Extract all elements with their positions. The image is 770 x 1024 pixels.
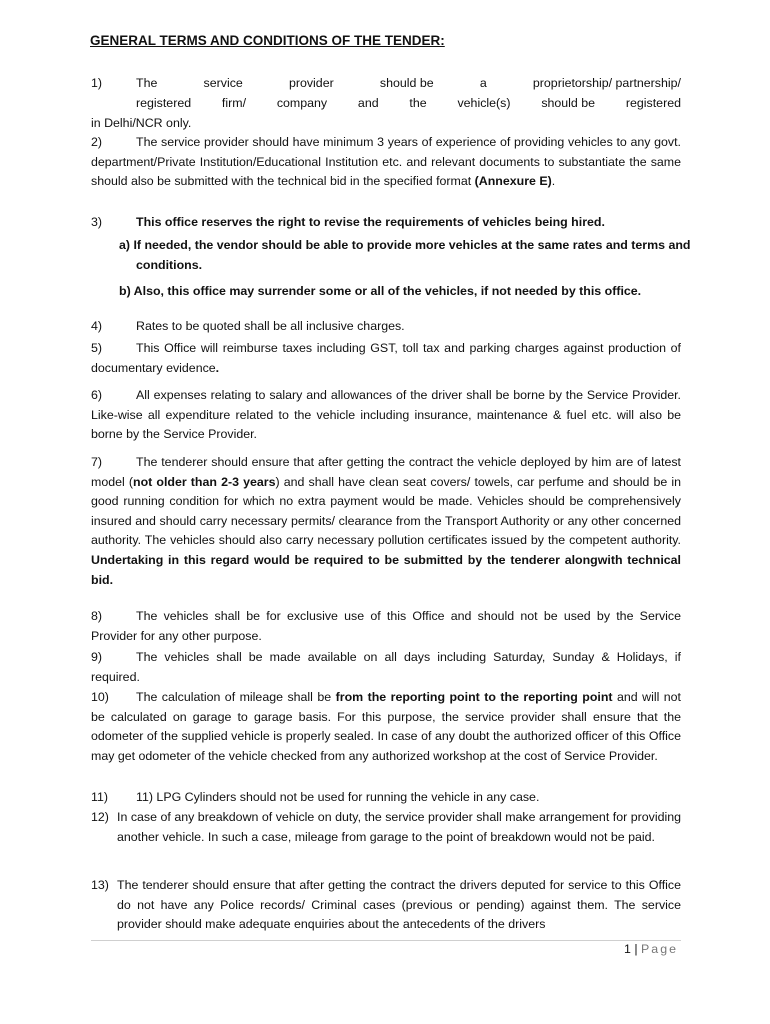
page-title: GENERAL TERMS AND CONDITIONS OF THE TENDER: (90, 33, 445, 48)
clause-1-w1: The (136, 76, 158, 90)
clause-2-end: . (551, 174, 556, 189)
clause-1-w4: should be (379, 76, 434, 90)
clause-7-number: 7) (91, 455, 103, 469)
clause-1-w13: should be (541, 96, 596, 110)
clause-10-bold: from the reporting point to the reporting point (335, 690, 613, 704)
clause-4-text: Rates to be quoted shall be all inclusive charges. (136, 319, 405, 333)
clause-1-w6: proprietorship/ partnership/ (532, 76, 681, 90)
clause-5-number: 5) (91, 341, 103, 355)
clause-1-w5: a (479, 76, 487, 90)
clause-5-text: This Office will reimburse taxes including GST, toll tax and parking charges against production of documentary evidence (91, 341, 681, 375)
clause-11-text: 11) LPG Cylinders should not be used for running the vehicle in any case. (136, 790, 540, 804)
clause-7-bold-2: Undertaking in this regard would be required to be submitted by the tenderer alongwith technical bid. (91, 552, 681, 587)
clause-1-w2: service (203, 76, 243, 90)
clause-7-bold-1: not older than 2-3 years (133, 474, 276, 489)
clause-7 (91, 453, 681, 590)
clause-1-w12: vehicle(s) (457, 96, 511, 110)
clause-12 (91, 808, 681, 847)
clause-1-w9: company (276, 96, 328, 110)
page-footer (624, 942, 678, 956)
clause-1-number: 1) (91, 76, 103, 90)
page-number: 1 (624, 942, 631, 956)
clause-3-text: This office reserves the right to revise the requirements of vehicles being hired. (136, 215, 605, 229)
page-label: Page (641, 942, 678, 956)
clause-9 (91, 648, 681, 687)
clause-2-number: 2) (91, 135, 103, 149)
clause-10 (91, 688, 681, 766)
clause-8 (91, 607, 681, 646)
clause-9-text: The vehicles shall be made available on all days including Saturday, Sunday & Holidays, if required. (91, 650, 681, 684)
clause-2-text: The service provider should have minimum 3 years of experience of providing vehicles to any govt. department/Private Institution/Educational Institution etc. and relevant documents to substantiate the same should also be submitted with the technical bid in the specified format (91, 135, 681, 189)
clause-13-number: 13) (91, 878, 109, 892)
clause-1-line3: in Delhi/NCR only. (91, 116, 192, 130)
clause-3b: b) Also, this office may surrender some or all of the vehicles, if not needed by this office. (119, 284, 642, 298)
clause-10-text-2: and will not be calculated on garage to garage basis. For this purpose, the service provider shall ensure that the odometer of the supplied vehicle is properly sealed. In case of any doubt the authorized officer of this Office may get odometer of the vehicle checked from any authorized workshop at the cost of Service Provider. (91, 690, 682, 763)
clause-6-number: 6) (91, 388, 103, 402)
clause-13-text: The tenderer should ensure that after getting the contract the drivers deputed for service to this Office do not have any Police records/ Criminal cases (previous or pending) against them. The service provider should make adequate enquiries about the antecedents of the drivers (117, 878, 681, 932)
clause-1-w14: registered (625, 96, 681, 110)
clause-2 (91, 133, 681, 192)
clause-4 (91, 317, 681, 337)
page-separator: | (630, 942, 642, 956)
clause-12-text: In case of any breakdown of vehicle on duty, the service provider shall make arrangement for providing another vehicle. In such a case, mileage from garage to the point of breakdown would not be paid. (117, 810, 681, 844)
clause-10-text-1: The calculation of mileage shall be (136, 690, 336, 704)
clause-7-text-1: The tenderer should ensure that after getting the contract the vehicle deployed by him are of latest model ( (91, 455, 681, 489)
clause-1-w8: firm/ (221, 96, 247, 110)
clause-6-text: All expenses relating to salary and allowances of the driver shall be borne by the Service Provider. Like-wise all expenditure related to the vehicle including insurance, maintenance & fuel etc. will also be borne by the Service Provider. (91, 388, 681, 442)
clause-13 (91, 876, 681, 935)
clause-11 (91, 788, 681, 808)
clause-6 (91, 386, 681, 445)
clause-4-number: 4) (91, 319, 103, 333)
clause-1-w10: and (357, 96, 379, 110)
clause-5 (91, 339, 681, 378)
clause-9-number: 9) (91, 650, 103, 664)
clause-8-text: The vehicles shall be for exclusive use of this Office and should not be used by the Service Provider for any other purpose. (91, 609, 681, 643)
clause-12-number: 12) (91, 810, 109, 824)
clause-7-text-2: ) and shall have clean seat covers/ towels, car perfume and should be in good running condition for which no extra payment would be made. Vehicles should be comprehensively insured and should carry necessary permits/ clearance from the Transport Authority or any other concerned authority. The vehicles should also carry necessary pollution certificates issued by the competent authority. (91, 474, 681, 548)
clause-1-w3: provider (288, 76, 334, 90)
clause-5-end: . (215, 360, 220, 375)
footer-rule (91, 940, 681, 941)
clause-3a: a) If needed, the vendor should be able to provide more vehicles at the same rates and terms and conditions. (119, 238, 691, 272)
clause-10-number: 10) (91, 690, 109, 704)
clause-1-w11: the (409, 96, 427, 110)
clause-3-number: 3) (91, 215, 103, 229)
clause-3 (91, 213, 681, 233)
clause-2-annexure: (Annexure E) (474, 174, 552, 189)
clause-1-w7: registered (136, 96, 192, 110)
clause-11-number: 11) (91, 790, 108, 804)
clause-8-number: 8) (91, 609, 103, 623)
